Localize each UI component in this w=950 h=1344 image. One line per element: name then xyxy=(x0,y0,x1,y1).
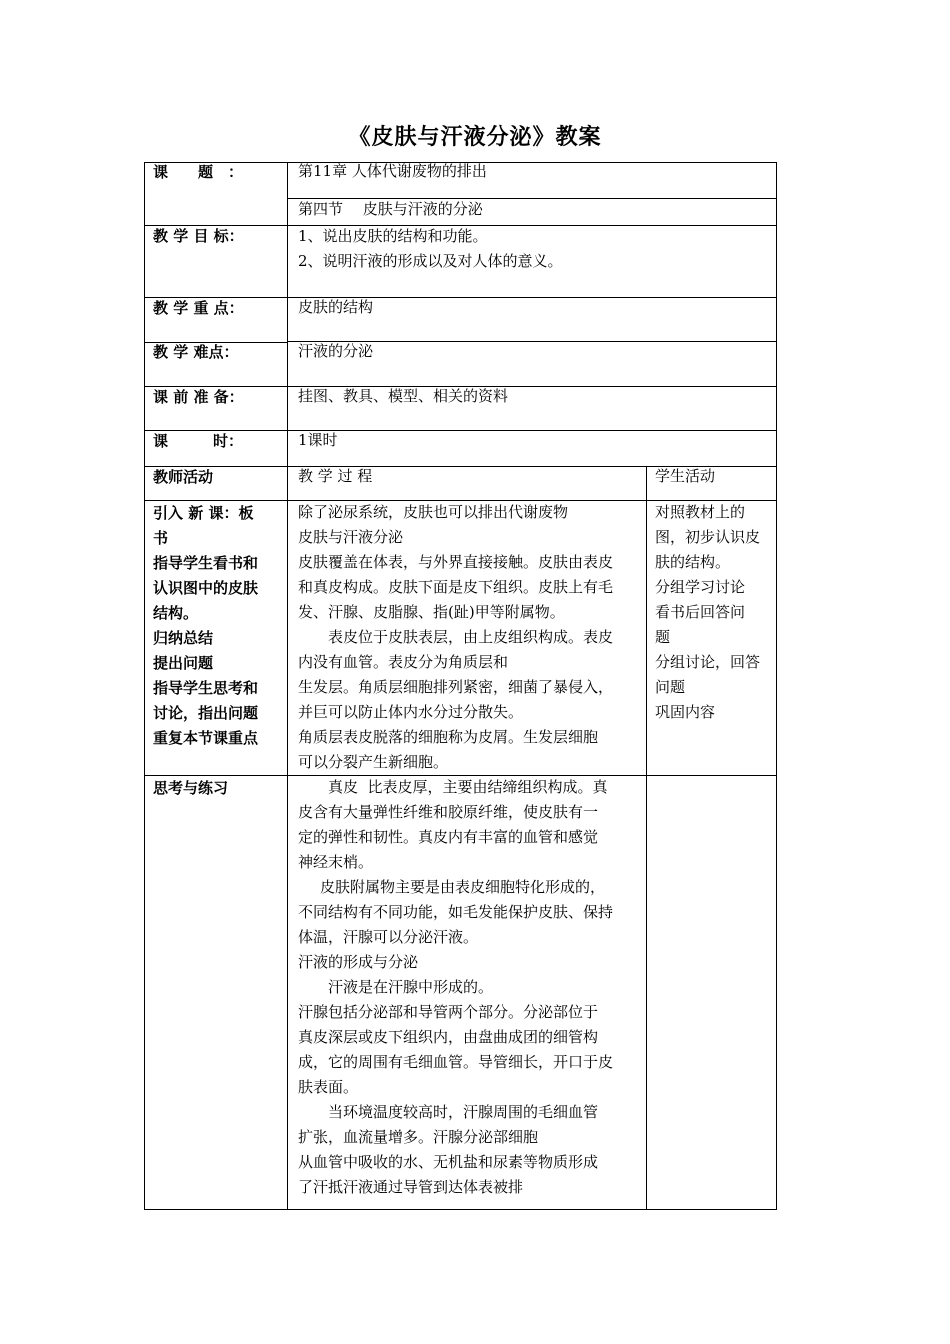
header-teacher: 教师活动 xyxy=(153,468,214,486)
goals-list xyxy=(298,224,768,274)
teacher-line: 归纳总结 xyxy=(153,629,214,647)
hours-value: 1课时 xyxy=(298,431,338,449)
prep-value: 挂图、教具、模型、相关的资料 xyxy=(298,387,509,405)
process-line: 内没有血管。表皮分为角质层和 xyxy=(298,653,509,671)
process-line: 可以分裂产生新细胞。 xyxy=(298,753,449,771)
student-line: 图，初步认识皮 xyxy=(655,528,761,546)
teacher-line: 重复本节课重点 xyxy=(153,729,259,747)
process-line: 成，它的周围有毛细血管。导管细长，开口于皮 xyxy=(298,1053,614,1071)
student-line: 分组学习讨论 xyxy=(655,578,746,596)
process-line: 皮含有大量弹性纤维和胶原纤维，使皮肤有一 xyxy=(298,803,599,821)
difficulty-label: 教 学 难点： xyxy=(153,343,239,361)
key-label: 教 学 重 点： xyxy=(153,299,244,317)
student-line: 看书后回答问 xyxy=(655,603,746,621)
teacher-line: 引入 新 课：板 xyxy=(153,504,254,522)
process-line: 汗液的形成与分泌 xyxy=(298,953,419,971)
process-line: 表皮位于皮肤表层，由上皮组织构成。表皮 xyxy=(328,628,614,646)
teacher-line: 结构。 xyxy=(153,604,199,622)
process-line: 皮肤与汗液分泌 xyxy=(298,528,404,546)
prep-label: 课 前 准 备： xyxy=(153,388,244,406)
teacher-line: 讨论，指出问题 xyxy=(153,704,259,722)
student-line: 对照教材上的 xyxy=(655,503,746,521)
process-line: 不同结构有不同功能，如毛发能保护皮肤、保持 xyxy=(298,903,614,921)
process-line: 发、汗腺、皮脂腺、指(趾)甲等附属物。 xyxy=(298,603,565,621)
process-line: 生发层。角质层细胞排列紧密，细菌了暴侵入， xyxy=(298,678,614,696)
block1-teacher xyxy=(153,501,283,751)
process-line: 并巨可以防止体内水分过分散失。 xyxy=(298,703,524,721)
teacher-line: 书 xyxy=(153,529,169,547)
student-line: 巩固内容 xyxy=(655,703,716,721)
block1-process xyxy=(298,500,643,775)
difficulty-value: 汗液的分泌 xyxy=(298,342,374,360)
process-line: 扩张，血流量增多。汗腺分泌部细胞 xyxy=(298,1128,539,1146)
student-line: 题 xyxy=(655,628,671,646)
document-title: 《皮肤与汗液分泌》教案 xyxy=(348,125,602,150)
student-line: 肤的结构。 xyxy=(655,553,731,571)
process-line: 神经末梢。 xyxy=(298,853,374,871)
process-line: 除了泌尿系统，皮肤也可以排出代谢废物 xyxy=(298,503,569,521)
student-line: 问题 xyxy=(655,678,686,696)
process-line: 皮肤附属物主要是由表皮细胞特化形成的， xyxy=(320,878,606,896)
header-student: 学生活动 xyxy=(655,467,716,485)
key-value: 皮肤的结构 xyxy=(298,298,374,316)
teacher-line: 指导学生看书和 xyxy=(153,554,259,572)
process-line: 真皮 比表皮厚，主要由结缔组织构成。真 xyxy=(328,778,608,796)
process-line: 真皮深层或皮下组织内，由盘曲成团的细管构 xyxy=(298,1028,599,1046)
process-line: 定的弹性和韧性。真皮内有丰富的血管和感觉 xyxy=(298,828,599,846)
block2-process xyxy=(298,775,643,1200)
topic-label: 课 题 ： xyxy=(153,163,244,181)
process-line: 皮肤覆盖在体表，与外界直接接触。皮肤由表皮 xyxy=(298,553,614,571)
goal-item: 1、说出皮肤的结构和功能。 xyxy=(298,227,488,245)
topic-chapter: 第11章 人体代谢废物的排出 xyxy=(298,162,487,180)
process-line: 从血管中吸收的水、无机盐和尿素等物质形成 xyxy=(298,1153,599,1171)
teacher-line: 提出问题 xyxy=(153,654,214,672)
block2-teacher: 思考与练习 xyxy=(153,779,229,797)
process-line: 和真皮构成。皮肤下面是皮下组织。皮肤上有毛 xyxy=(298,578,614,596)
goals-label: 教 学 目 标： xyxy=(153,227,244,245)
student-line: 分组讨论，回答 xyxy=(655,653,761,671)
process-line: 汗液是在汗腺中形成的。 xyxy=(328,978,494,996)
process-line: 了汗抵汗液通过导管到达体表被排 xyxy=(298,1178,524,1196)
process-line: 当环境温度较高时，汗腺周围的毛细血管 xyxy=(328,1103,599,1121)
topic-section: 第四节 皮肤与汗液的分泌 xyxy=(298,200,483,218)
goal-item: 2、说明汗液的形成以及对人体的意义。 xyxy=(298,252,563,270)
teacher-line: 认识图中的皮肤 xyxy=(153,579,259,597)
teacher-line: 指导学生思考和 xyxy=(153,679,259,697)
process-line: 角质层表皮脱落的细胞称为皮屑。生发层细胞 xyxy=(298,728,599,746)
block1-student xyxy=(655,500,773,725)
process-line: 汗腺包括分泌部和导管两个部分。分泌部位于 xyxy=(298,1003,599,1021)
hours-label: 课 时： xyxy=(153,432,244,450)
process-line: 肤表面。 xyxy=(298,1078,359,1096)
process-line: 体温，汗腺可以分泌汗液。 xyxy=(298,928,479,946)
header-process: 教 学 过 程 xyxy=(298,467,373,485)
